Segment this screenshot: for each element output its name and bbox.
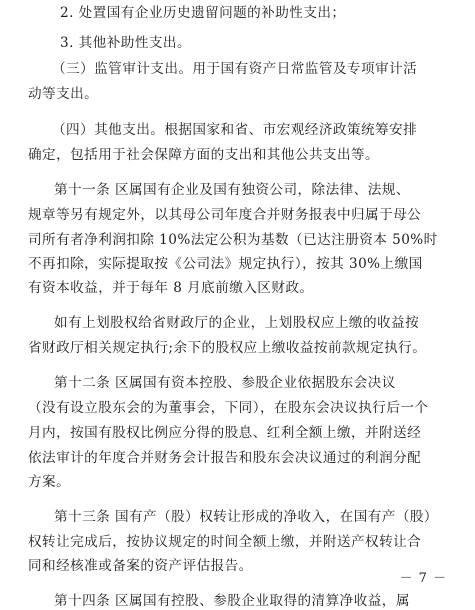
- paragraph-line-9: 司所有者净利润扣除 10%法定公积为基数（已达注册资本 50%时: [28, 232, 438, 248]
- paragraph-line-14: 第十二条 区属国有资本控股、参股企业依据股东会决议: [54, 375, 396, 391]
- paragraph-line-22: 第十四条 区属国有控股、参股企业取得的清算净收益，属: [54, 593, 410, 609]
- paragraph-line-4: 动等支出。: [28, 86, 99, 102]
- paragraph-line-16: 月内，按国有股权比例应分得的股息、红利全额上缴，并附送经: [28, 425, 422, 441]
- paragraph-line-2: 3. 其他补助性支出。: [60, 35, 191, 51]
- paragraph-line-12: 如有上划股权给省财政厅的企业，上划股权应上缴的收益按: [54, 315, 420, 331]
- paragraph-line-18: 方案。: [28, 474, 71, 490]
- paragraph-line-19: 第十三条 国有产（股）权转让形成的净收入，在国有产（股）: [54, 509, 438, 525]
- paragraph-line-1: 2. 处置国有企业历史遗留问题的补助性支出；: [60, 5, 346, 21]
- paragraph-line-15: （没有设立股东会的为董事会，下同），在股东会决议执行后一个: [28, 400, 429, 416]
- paragraph-line-11: 有资本收益，并于每年 8 月底前缴入区财政。: [28, 280, 314, 296]
- paragraph-line-13: 省财政厅相关规定执行;余下的股权应上缴收益按前款规定执行。: [28, 340, 427, 356]
- paragraph-line-6: 确定，包括用于社会保障方面的支出和其他公共支出等。: [28, 147, 380, 163]
- paragraph-line-3: （三）监管审计支出。用于国有资产日常监管及专项审计活: [52, 61, 418, 77]
- paragraph-line-17: 依法审计的年度合并财务会计报告和股东会决议通过的利润分配: [28, 450, 422, 466]
- paragraph-line-5: （四）其他支出。根据国家和省、市宏观经济政策统筹安排: [52, 122, 418, 138]
- paragraph-line-20: 权转让完成后，按协议规定的时间全额上缴，并附送产权转让合: [28, 534, 422, 550]
- page-number: － 7 －: [399, 571, 447, 586]
- paragraph-line-7: 第十一条 区属国有企业及国有独资公司，除法律、法规、: [54, 182, 410, 198]
- paragraph-line-21: 同和经核准或备案的资产评估报告。: [28, 558, 253, 574]
- paragraph-line-10: 不再扣除，实际提取按《公司法》规定执行），按其 30%上缴国: [28, 256, 423, 272]
- paragraph-line-8: 规章等另有规定外，以其母公司年度合并财务报表中归属于母公: [28, 207, 422, 223]
